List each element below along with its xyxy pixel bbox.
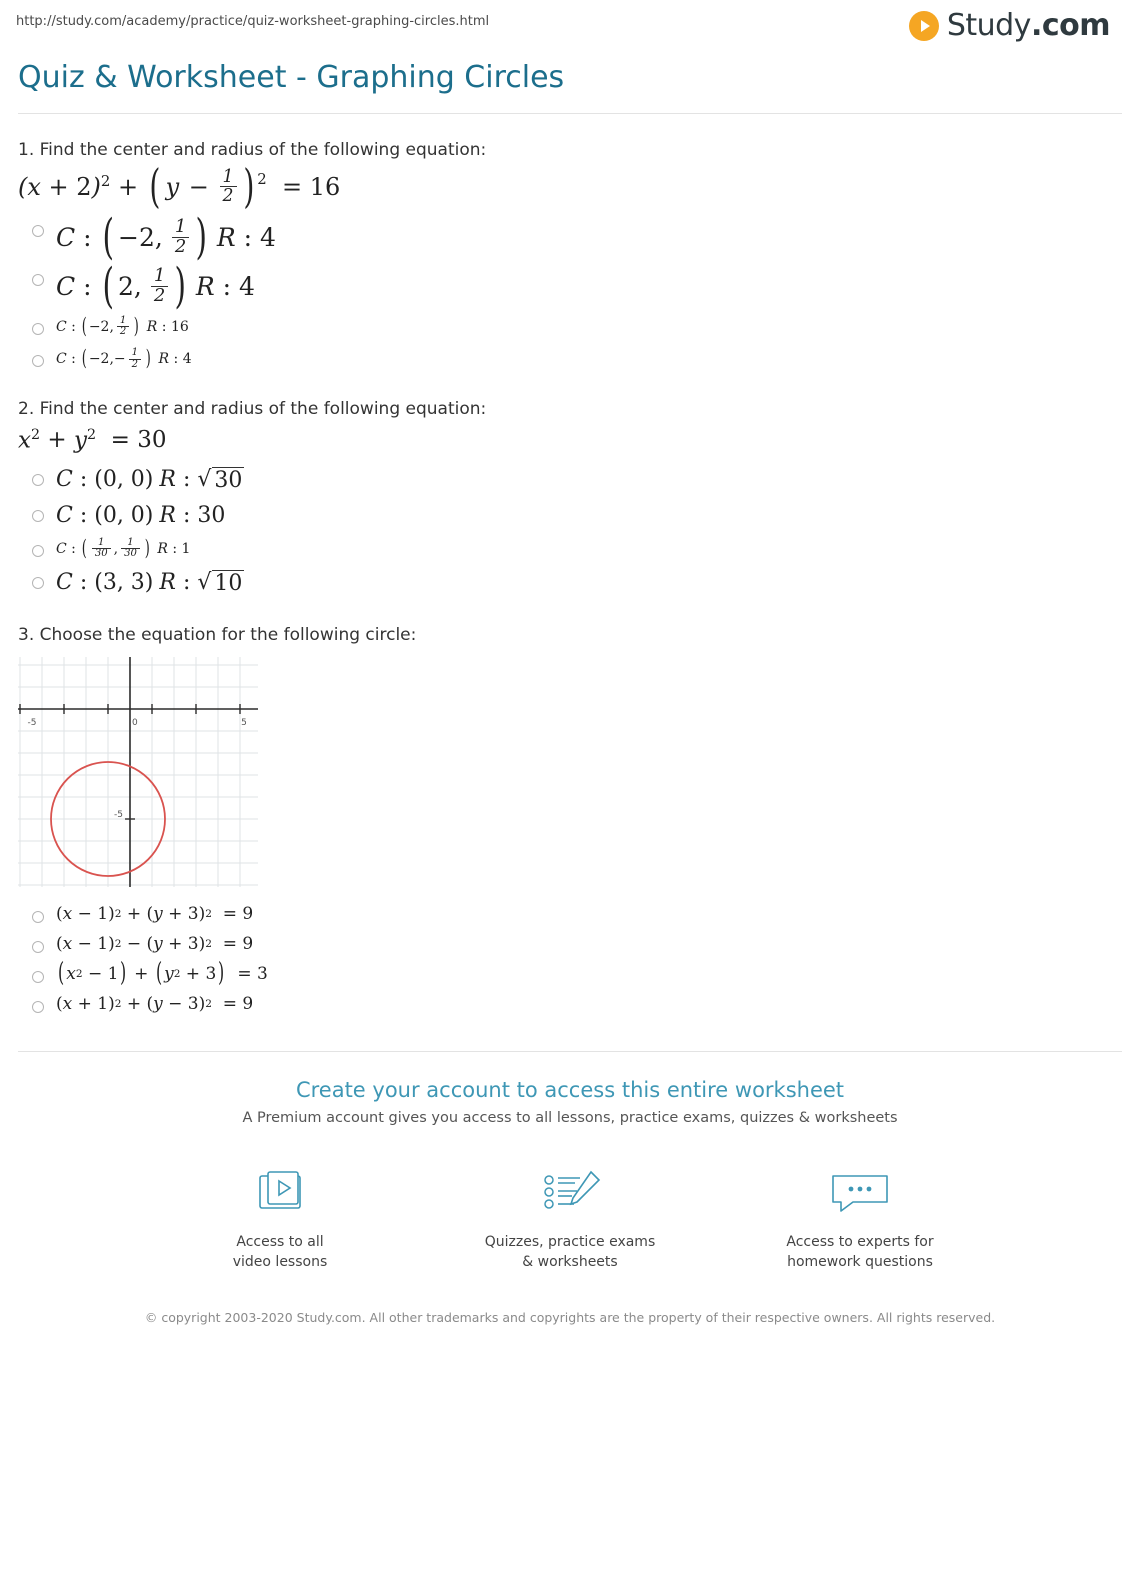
question-2-prompt: 2. Find the center and radius of the following equation: [18, 399, 487, 420]
y-label-neg5: -5 [114, 809, 123, 820]
option-2-d-label: C : (3, 3) R : √ 10 [56, 569, 243, 596]
option-1-c[interactable] [18, 313, 1122, 341]
option-1-a[interactable] [18, 210, 1122, 266]
cta-subtitle: A Premium account gives you access to all lessons, practice exams, quizzes & worksheets [242, 1109, 898, 1126]
option-2-b-label: C : (0, 0) R : 30 [56, 502, 226, 528]
option-2-c-label: C : ( $\frac{1}{30}$ , $\frac{1}{30}$ ) R : 1 [56, 535, 191, 561]
radio-icon[interactable] [32, 510, 44, 522]
radio-icon[interactable] [32, 545, 44, 557]
option-3-b[interactable] [18, 931, 1122, 957]
question-1-options [18, 210, 1122, 373]
option-2-d[interactable] [18, 567, 1122, 599]
question-2-equation: $x^2$ + $y^2$ = 30 [18, 427, 167, 454]
quiz-exam-icon [475, 1166, 665, 1220]
question-1-equation: $(x + 2)^2$ + ( y − $\frac{1}{2}$ ) 2 = 16 [18, 159, 341, 213]
x-label-neg5: -5 [27, 717, 37, 728]
option-2-c[interactable] [18, 535, 1122, 563]
question-3-options [18, 901, 1122, 1017]
grid-lines [18, 657, 258, 887]
browser-topbar [0, 0, 1140, 50]
radio-icon[interactable] [32, 474, 44, 486]
question-1-prompt: 1. Find the center and radius of the following equation: [18, 140, 487, 160]
feature-video-lessons [185, 1166, 375, 1273]
feature-quizzes-label: Quizzes, practice exams & worksheets [484, 1233, 656, 1271]
worksheet-content [0, 140, 1140, 1327]
feature-list [18, 1166, 1122, 1273]
question-1 [18, 140, 1122, 373]
x-label-0: 0 [132, 717, 138, 728]
radio-icon[interactable] [32, 355, 44, 367]
option-3-d[interactable] [18, 991, 1122, 1017]
option-1-a-label: C : ( −2, $\frac{1}{2}$ ) R : 4 [56, 210, 276, 266]
radio-icon[interactable] [32, 911, 44, 923]
option-3-c[interactable] [18, 958, 1122, 989]
option-2-a-label: C : (0, 0) R : √ 30 [56, 466, 243, 493]
page-title: Quiz & Worksheet - Graphing Circles [18, 60, 565, 95]
feature-quizzes [475, 1166, 665, 1273]
radio-icon[interactable] [32, 941, 44, 953]
option-1-b-label: C : ( 2, $\frac{1}{2}$ ) R : 4 [56, 258, 255, 314]
logo-text-dot: .com [1030, 8, 1110, 43]
radio-icon[interactable] [32, 1001, 44, 1013]
study-logo[interactable] [909, 8, 1110, 43]
title-divider [18, 113, 1122, 114]
question-3 [18, 625, 1122, 1017]
radio-icon[interactable] [32, 274, 44, 286]
option-1-d[interactable] [18, 345, 1122, 373]
footer-cta [18, 1051, 1122, 1327]
question-2-options [18, 464, 1122, 599]
option-3-b-label: ( x − 1) 2 − ( y + 3) 2 = 9 [56, 933, 254, 954]
video-lesson-icon [185, 1166, 375, 1220]
axes [18, 657, 258, 887]
radio-icon[interactable] [32, 971, 44, 983]
option-1-b[interactable] [18, 258, 1122, 314]
radio-icon[interactable] [32, 577, 44, 589]
copyright-text: © copyright 2003-2020 Study.com. All other trademarks and copyrights are the property of their respective owners. All rights reserved. [144, 1309, 996, 1325]
option-2-b[interactable] [18, 500, 1122, 531]
question-2 [18, 399, 1122, 599]
feature-experts-label: Access to experts for homework questions [786, 1233, 934, 1271]
option-3-a[interactable] [18, 901, 1122, 927]
circle-graph-svg [18, 657, 258, 887]
option-3-d-label: ( x + 1) 2 + ( y − 3) 2 = 9 [56, 993, 254, 1014]
play-circle-icon [909, 11, 939, 41]
question-3-prompt: 3. Choose the equation for the following circle: [18, 624, 417, 645]
radio-icon[interactable] [32, 225, 44, 237]
x-label-5: 5 [241, 717, 247, 728]
option-1-d-label: C : ( −2,− $\frac{1}{2}$ ) R : 4 [56, 345, 192, 371]
option-3-c-label: ( x 2 − 1 ) + ( y 2 + 3 ) = 3 [58, 958, 268, 989]
option-1-c-label: C : ( −2, $\frac{1}{2}$ ) R : 16 [56, 313, 189, 339]
page-url: http://study.com/academy/practice/quiz-worksheet-graphing-circles.html [16, 14, 490, 29]
option-2-a[interactable] [18, 464, 1122, 496]
feature-video-lessons-label: Access to all video lessons [232, 1233, 328, 1271]
option-3-a-label: ( x − 1) 2 + ( y + 3) 2 = 9 [56, 903, 254, 924]
question-3-graph [18, 657, 1122, 891]
chat-expert-icon [765, 1166, 955, 1220]
logo-text-light: Study [946, 8, 1031, 43]
feature-experts [765, 1166, 955, 1273]
logo-text [947, 8, 1110, 43]
radio-icon[interactable] [32, 323, 44, 335]
cta-title[interactable]: Create your account to access this entire worksheet [295, 1077, 845, 1102]
